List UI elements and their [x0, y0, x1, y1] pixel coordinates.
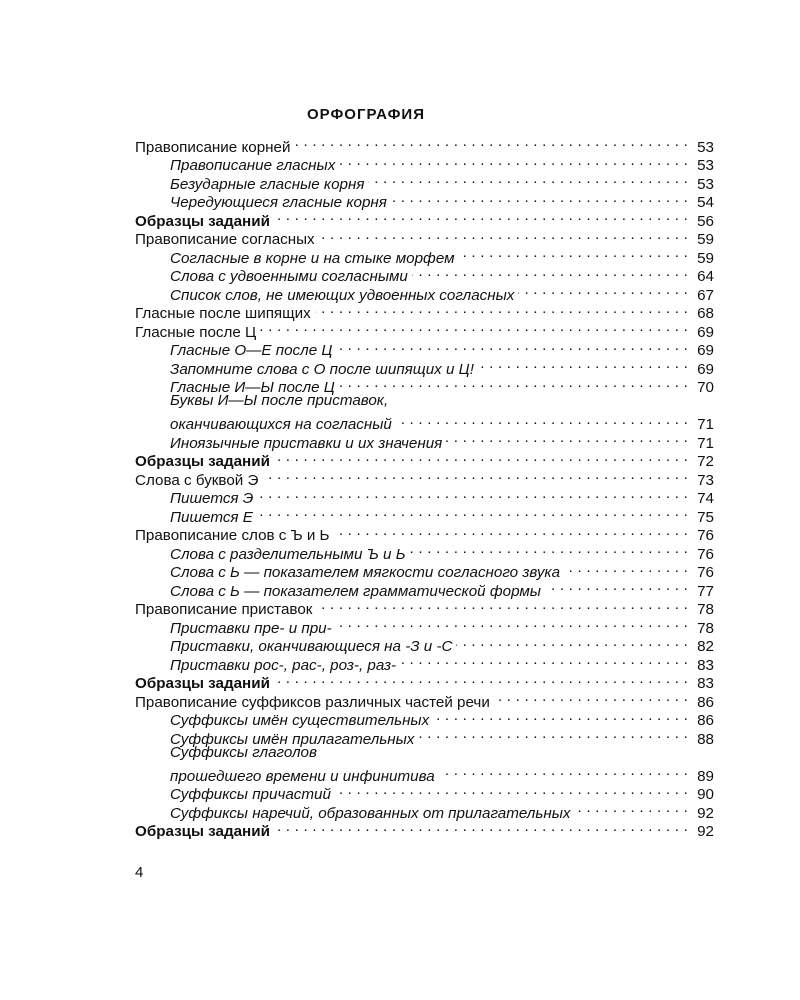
toc-entry-title: Пишется Е [170, 508, 253, 526]
dot-leader [459, 244, 688, 263]
toc-entry-page: 53 [697, 157, 714, 174]
toc-entry-title: Образцы заданий [135, 212, 270, 230]
dot-leader [391, 189, 688, 208]
toc-entry-page: 86 [697, 712, 714, 729]
toc-entry-title: Согласные в корне и на стыке морфем [170, 249, 455, 267]
dot-leader [339, 152, 688, 171]
toc-entry-title: Правописание корней [135, 138, 291, 156]
toc-entry-page: 70 [697, 379, 714, 396]
toc-entry-page: 59 [697, 249, 714, 267]
toc-entry-title: Образцы заданий [135, 675, 270, 692]
toc-entry-title: Суффиксы имён прилагательных [170, 730, 415, 748]
toc-entry-page: 53 [697, 175, 714, 193]
toc-entry-title: Суффиксы причастий [170, 786, 331, 803]
dot-leader [257, 485, 688, 504]
toc-entry-page: 54 [697, 194, 714, 211]
toc-entry-title: прошедшего времени и инфинитива [170, 767, 435, 785]
dot-leader [400, 651, 688, 670]
toc-entry-page: 75 [697, 508, 714, 526]
toc-entry-page: 71 [697, 434, 714, 452]
dot-leader [257, 503, 688, 522]
dot-leader [494, 688, 688, 707]
toc-entry-title: Слова с удвоенными согласными [170, 268, 408, 285]
dot-leader [336, 337, 688, 356]
toc-entry-title: Правописание суффиксов различных частей речи [135, 693, 490, 711]
toc-entry-title: Слова с Ь — показателем мягкости согласного звука [170, 564, 561, 581]
toc-entry-title: Слова с разделительными Ъ и Ь [170, 545, 406, 563]
dot-leader [274, 818, 688, 837]
toc-entry-title: Запомните слова с О после шипящих и Ц! [170, 360, 474, 378]
toc-entry-title: Пишется Э [170, 490, 254, 507]
dot-leader [575, 799, 689, 818]
toc-entry-title: Правописание слов с Ъ и Ь [135, 527, 330, 544]
table-of-contents [135, 133, 714, 840]
toc-entry-page: 72 [697, 453, 714, 470]
toc-entry-title: Гласные И—Ы после Ц [170, 379, 335, 396]
toc-entry-page: 89 [697, 767, 714, 785]
toc-entry-title: Безударные гласные корня [170, 175, 365, 193]
dot-leader [274, 670, 688, 689]
dot-leader [315, 300, 688, 319]
dot-leader [262, 466, 688, 485]
toc-entry-page: 67 [697, 286, 714, 304]
toc-entry-page: 69 [697, 342, 714, 359]
dot-leader [294, 133, 688, 152]
dot-leader [412, 263, 688, 282]
toc-entry-page: 76 [697, 545, 714, 563]
toc-entry-title: Слова с Ь — показателем грамматической формы [170, 582, 541, 600]
toc-entry-page: 69 [697, 323, 714, 341]
dot-leader [446, 429, 688, 448]
dot-leader [545, 577, 688, 596]
toc-entry-title: Суффиксы имён существительных [170, 712, 430, 729]
dot-leader [478, 355, 688, 374]
toc-entry [135, 392, 714, 411]
toc-entry-page: 82 [697, 638, 714, 655]
toc-entry-title: Правописание приставок [135, 601, 313, 618]
toc-entry-page: 76 [697, 527, 714, 544]
dot-leader [260, 318, 688, 337]
toc-entry-title: Правописание гласных [170, 157, 336, 174]
dot-leader [456, 633, 688, 652]
toc-entry-title: Образцы заданий [135, 453, 270, 470]
toc-entry-page: 78 [697, 619, 714, 637]
toc-entry-title: Приставки пре- и при- [170, 619, 332, 637]
toc-entry-page: 64 [697, 268, 714, 285]
toc-entry-title: оканчивающихся на согласный [170, 416, 392, 433]
dot-leader [274, 207, 688, 226]
dot-leader [334, 522, 688, 541]
toc-entry-title: Чередующиеся гласные корня [170, 194, 387, 211]
toc-entry-page: 83 [697, 656, 714, 674]
dot-leader [335, 781, 688, 800]
dot-leader [410, 540, 688, 559]
toc-entry-page: 92 [697, 823, 714, 840]
dot-leader [396, 411, 688, 430]
toc-entry-title: Образцы заданий [135, 823, 270, 840]
toc-entry-page: 74 [697, 490, 714, 507]
toc-entry [135, 133, 714, 156]
toc-entry [135, 744, 714, 763]
toc-entry-title: Буквы И—Ы после приставок, [170, 392, 389, 409]
dot-leader [433, 707, 688, 726]
toc-entry-title: Список слов, не имеющих удвоенных согласных [170, 286, 515, 304]
toc-entry-page: 90 [697, 786, 714, 803]
toc-entry-title: Приставки рос-, рас-, роз-, раз- [170, 656, 397, 674]
toc-entry-page: 71 [697, 416, 714, 433]
toc-entry-page: 92 [697, 804, 714, 822]
page-number: 4 [135, 864, 144, 881]
toc-entry-page: 76 [697, 564, 714, 581]
toc-entry-title: Слова с буквой Э [135, 471, 259, 489]
toc-entry-page: 59 [697, 231, 714, 248]
toc-entry-title: Приставки, оканчивающиеся на -З и -С [170, 638, 453, 655]
toc-entry-page: 88 [697, 730, 714, 748]
dot-leader [319, 226, 688, 245]
toc-entry-title: Суффиксы глаголов [170, 743, 317, 761]
toc-entry-title: Гласные после Ц [135, 323, 257, 341]
toc-entry-title: Иноязычные приставки и их значения [170, 434, 443, 452]
dot-leader [439, 762, 688, 781]
section-heading: ОРФОГРАФИЯ [307, 106, 425, 123]
toc-entry [135, 411, 714, 433]
toc-entry-page: 86 [697, 693, 714, 711]
dot-leader [518, 281, 688, 300]
dot-leader [316, 596, 688, 615]
dot-leader [339, 374, 688, 393]
toc-entry-page: 53 [697, 138, 714, 156]
dot-leader [274, 448, 688, 467]
toc-entry-title: Гласные О—Е после Ц [170, 342, 333, 359]
dot-leader [336, 614, 688, 633]
toc-entry-page: 83 [697, 675, 714, 692]
toc-entry-title: Гласные после шипящих [135, 305, 311, 322]
toc-entry-page: 56 [697, 212, 714, 230]
toc-entry-page: 69 [697, 360, 714, 378]
toc-entry-page: 77 [697, 582, 714, 600]
dot-leader [418, 725, 688, 744]
toc-entry-title: Суффиксы наречий, образованных от прилагательных [170, 804, 571, 822]
toc-entry [135, 762, 714, 785]
dot-leader [368, 170, 688, 189]
dot-leader [564, 559, 688, 578]
toc-entry-page: 78 [697, 601, 714, 618]
toc-entry-page: 73 [697, 471, 714, 489]
toc-entry-title: Правописание согласных [135, 231, 315, 248]
toc-entry-page: 68 [697, 305, 714, 322]
